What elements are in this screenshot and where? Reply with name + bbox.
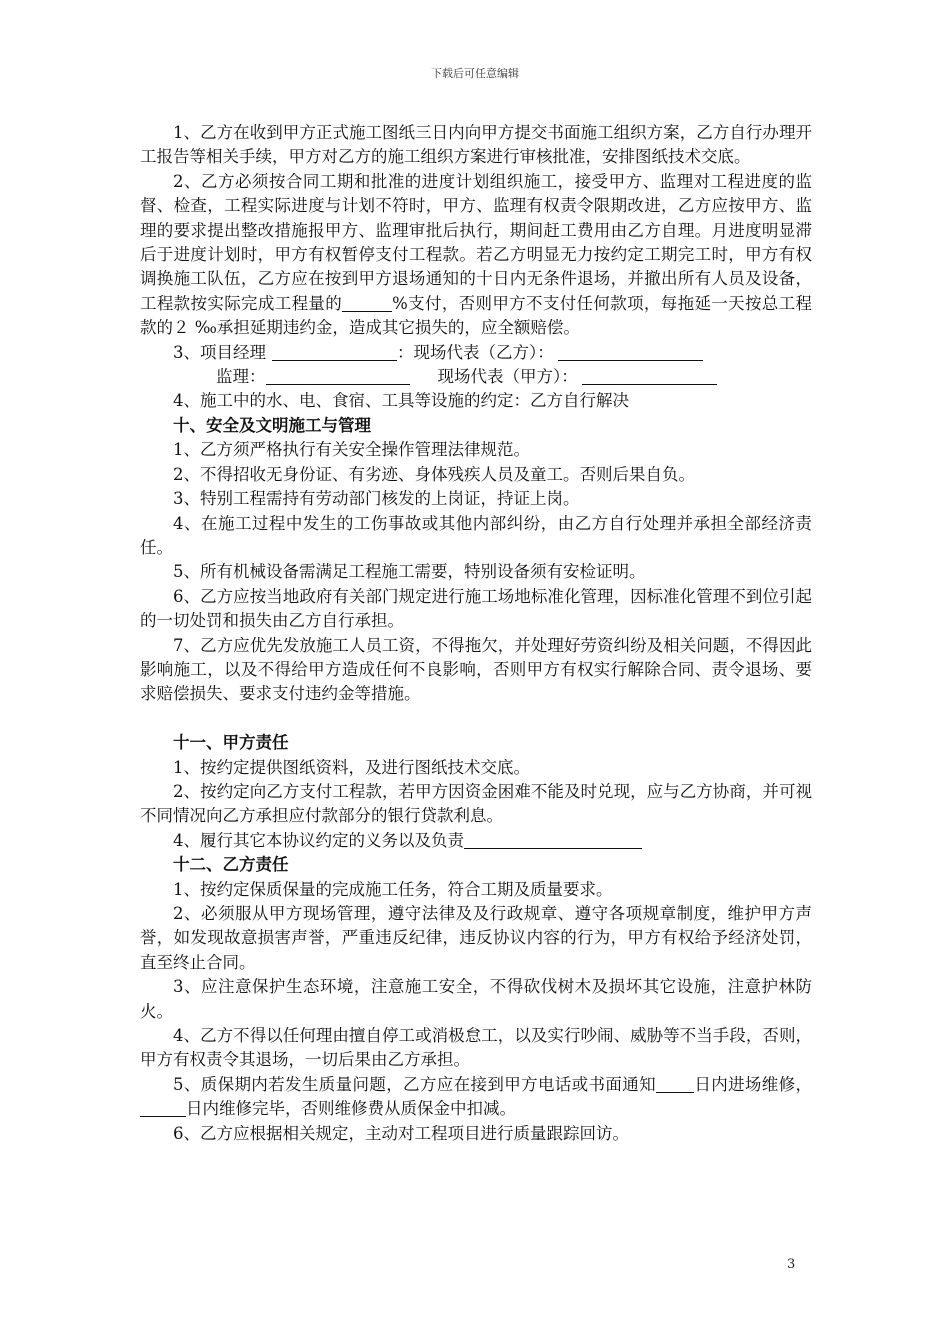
clause-2-text-b: %支付，否则甲方不支付任何款项，每拖延一天按总工程款的２ ‰承担延期违约金，造成其它损失的，应全额赔偿。 (140, 293, 812, 338)
clause-3-row-1 (140, 341, 812, 365)
section-10-item: 1、乙方须严格执行有关安全操作管理法律规范。 (173, 440, 530, 460)
clause-2 (140, 170, 812, 341)
project-manager-label: 3、项目经理 (173, 342, 266, 362)
clause-3-row-2 (140, 365, 812, 389)
section-10-item: 6、乙方应按当地政府有关部门规定进行施工场地标准化管理，因标准化管理不到位引起的一切处罚和损失由乙方自行承担。 (140, 586, 812, 631)
project-manager-blank (272, 343, 397, 361)
section-12-item: 4、乙方不得以任何理由擅自停工或消极怠工，以及实行吵闹、威胁等不当手段，否则，甲方有权责令其退场，一切后果由乙方承担。 (140, 1026, 812, 1070)
site-rep-a-label: 现场代表（甲方）： (437, 367, 578, 387)
section-10-item: 7、乙方应优先发放施工人员工资，不得拖欠，并处理好劳资纠纷及相关问题，不得因此影响施工，以及不得给甲方造成任何不良影响，否则甲方有权实行解除合同、责令退场、要求赔偿损失、要求支付违约金等措施。 (140, 635, 812, 704)
section-10-item: 4、在施工过程中发生的工伤事故或其他内部纠纷，由乙方自行处理并承担全部经济责任。 (140, 513, 812, 557)
site-rep-a-blank (582, 368, 717, 386)
document-body (140, 121, 812, 1146)
supervisor-label: 监理： (216, 367, 266, 387)
page-number: 3 (787, 1257, 796, 1272)
section-12-item-5-text-a: 5、质保期内若发生质量问题，乙方应在接到甲方电话或书面通知 (173, 1074, 656, 1094)
clause-2-text-a: 2、乙方必须按合同工期和批准的进度计划组织施工，接受甲方、监理对工程进度的监督、检查，工程实际进度与计划不符时，甲方、监理有权责令限期改进，乙方应按甲方、监理的要求提出整改措施报甲方、监理审批后执行，期间赶工费用由乙方自理。月进度明显滞后于进度计划时，甲方有权暂停支付工程款。若乙方明显无力按约定工期完工时，甲方有权调换施工队伍，乙方应在按到甲方退场通知的十日内无条件退场，并撤出所有人员及设备，工程款按实际完成工程量的 (140, 171, 812, 313)
notify-days-blank (656, 1075, 694, 1093)
section-12-item: 3、应注意保护生态环境，注意施工安全，不得砍伐树木及损坏其它设施，注意护林防火。 (140, 977, 812, 1021)
section-11-item: 2、按约定向乙方支付工程款，若甲方因资金困难不能及时兑现，应与乙方协商，并可视不同情况向乙方承担应付款部分的银行贷款利息。 (140, 781, 812, 826)
section-12-item-5-text-b: 日内进场维修， (693, 1074, 813, 1094)
section-12-item: 2、必须服从甲方现场管理，遵守法律及及行政规章、遵守各项规章制度，维护甲方声誉，如发现故意损害声誉，严重违反纪律，违反协议内容的行为，甲方有权给予经济处罚，直至终止合同。 (140, 903, 812, 972)
section-12-title: 十二、乙方责任 (173, 855, 289, 875)
clause-1: 1、乙方在收到甲方正式施工图纸三日内向甲方提交书面施工组织方案，乙方自行办理开工报告等相关手续，甲方对乙方的施工组织方案进行审核批准，安排图纸技术交底。 (140, 123, 812, 167)
section-11-item-4-text: 4、履行其它本协议约定的义务以及负责 (173, 830, 464, 850)
section-12-item: 1、按约定保质保量的完成施工任务，符合工期及质量要求。 (173, 879, 613, 899)
section-gap (140, 707, 812, 731)
section-12-item-5 (140, 1073, 812, 1122)
section-11-item: 1、按约定提供图纸资料，及进行图纸技术交底。 (173, 757, 530, 777)
section-10-item: 5、所有机械设备需满足工程施工需要，特别设备须有安检证明。 (173, 562, 646, 582)
section-10-title: 十、安全及文明施工与管理 (173, 415, 371, 435)
section-11-title: 十一、甲方责任 (173, 733, 289, 753)
repair-days-blank (140, 1100, 186, 1118)
clause-4: 4、施工中的水、电、食宿、工具等设施的约定：乙方自行解决 (173, 391, 629, 411)
section-12-item-5-text-c: 日内维修完毕，否则维修费从质保金中扣减。 (186, 1099, 516, 1119)
page-header: 下载后可任意编辑 (431, 67, 519, 80)
section-12-item: 6、乙方应根据相关规定，主动对工程项目进行质量跟踪回访。 (173, 1123, 629, 1143)
supervisor-blank (266, 368, 410, 386)
percent-blank (342, 294, 392, 312)
section-10-item: 2、不得招收无身份证、有劣迹、身体残疾人员及童工。否则后果自负。 (173, 464, 695, 484)
site-rep-b-label: ：现场代表（乙方）： (397, 342, 554, 362)
section-10-item: 3、特别工程需持有劳动部门核发的上岗证，持证上岗。 (173, 489, 580, 509)
responsibility-blank (464, 831, 642, 849)
site-rep-b-blank (558, 343, 703, 361)
section-11-item-4 (140, 829, 812, 853)
